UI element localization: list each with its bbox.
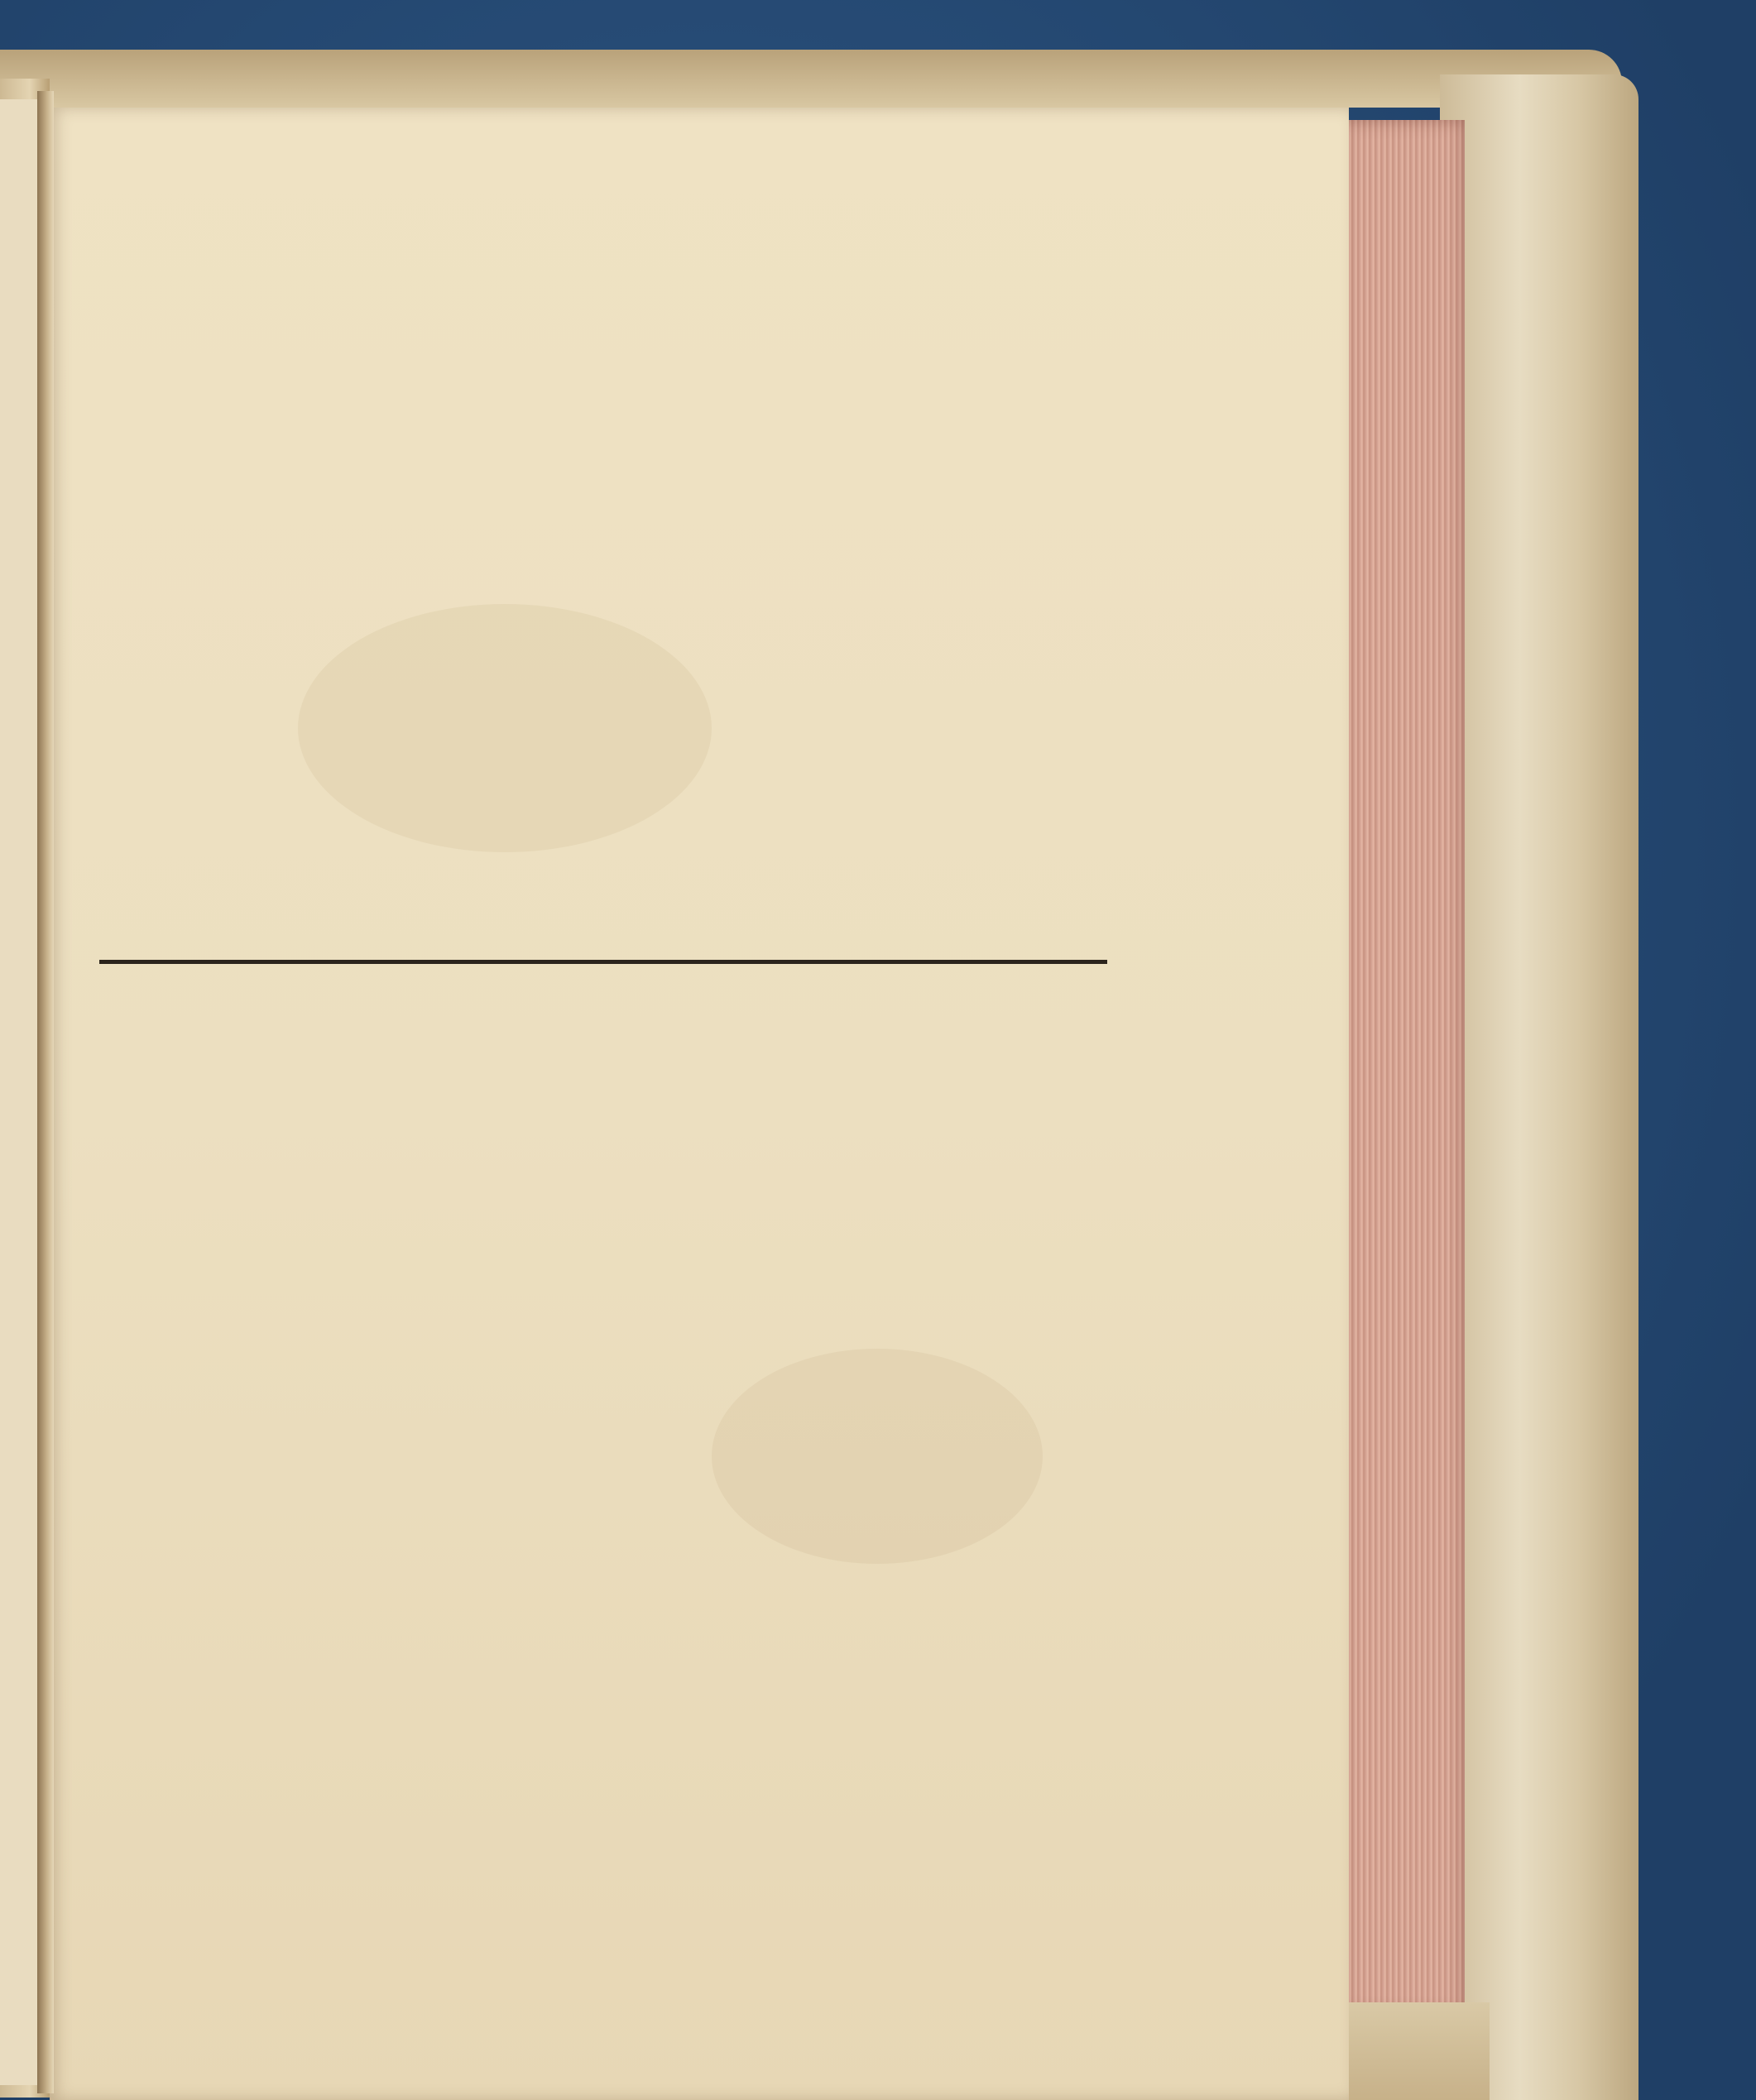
page-edges [1341, 120, 1465, 2015]
left-page [0, 99, 37, 2085]
right-page [50, 108, 1349, 2100]
gutter [37, 91, 54, 2093]
book-cover-right [1440, 74, 1638, 2100]
paper-stain [298, 604, 712, 852]
section-rule [99, 960, 1107, 964]
paper-stain [712, 1349, 1043, 1564]
book-cover-top [0, 50, 1622, 108]
